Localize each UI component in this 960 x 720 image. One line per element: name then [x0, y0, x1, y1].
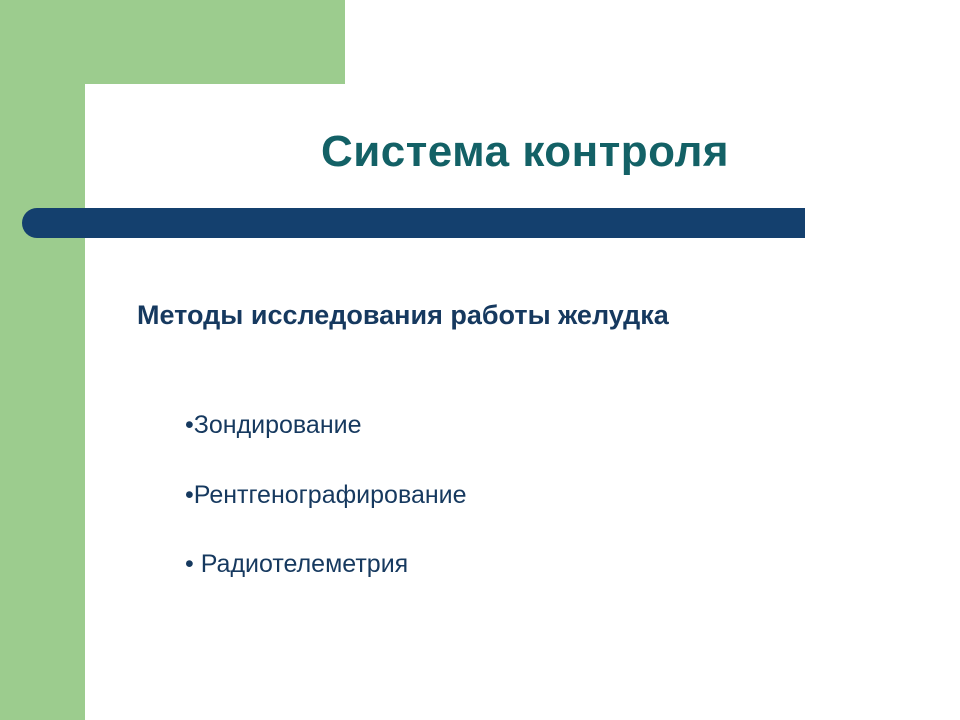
list-item: •Рентгенографирование [185, 480, 467, 509]
list-item: •Зондирование [185, 411, 362, 439]
content-panel [85, 84, 960, 720]
list-item: • Радиотелеметрия [185, 550, 409, 578]
left-green-band [0, 0, 85, 720]
bullet-list [185, 412, 885, 579]
slide-subtitle: Методы исследования работы желудка [137, 300, 669, 330]
slide-title: Система контроля [320, 127, 730, 176]
title-divider-bar [22, 208, 805, 238]
top-green-block [0, 0, 345, 84]
